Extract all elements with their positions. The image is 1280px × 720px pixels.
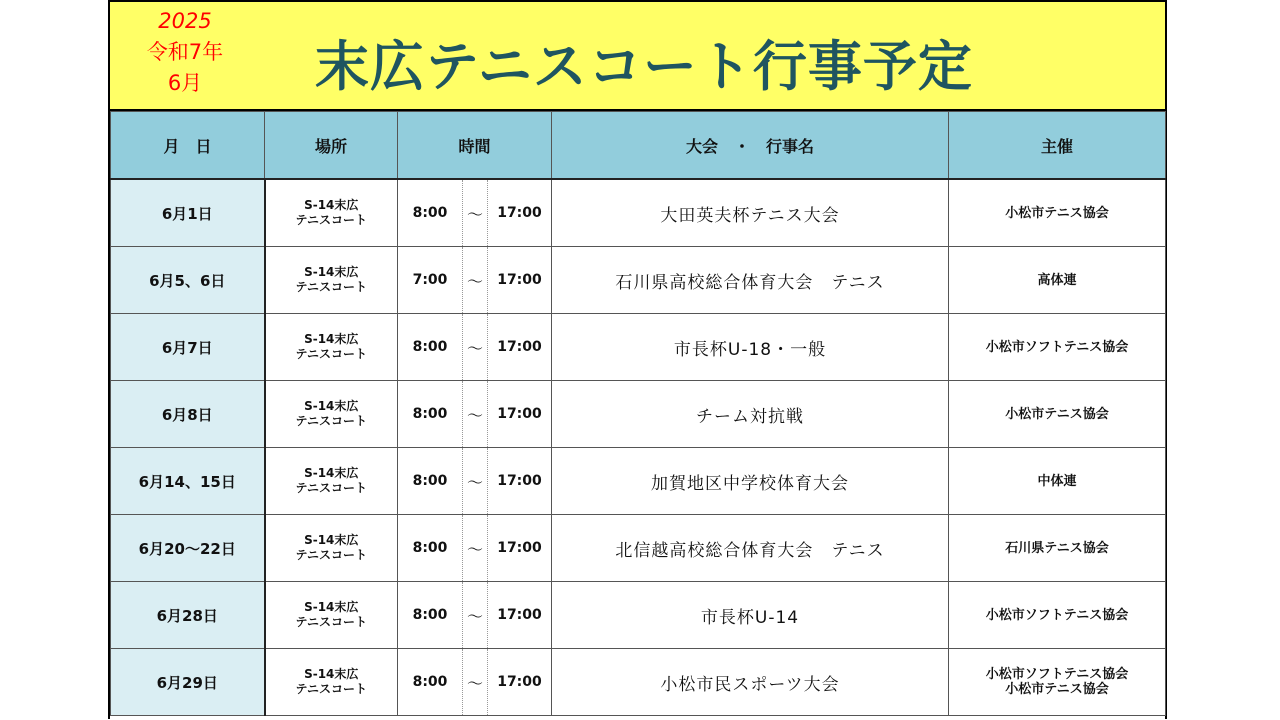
time-end: 17:00 xyxy=(497,272,542,288)
row-place xyxy=(265,649,398,716)
row-time xyxy=(398,515,552,582)
table-header-row xyxy=(111,112,1166,180)
place-line-2: テニスコート xyxy=(295,615,368,629)
organizer-line-1: 小松市ソフトテニス協会 xyxy=(985,667,1129,682)
row-time xyxy=(398,179,552,247)
organizer-line-1: 小松市テニス協会 xyxy=(1005,406,1109,422)
row-place xyxy=(265,515,398,582)
row-time xyxy=(398,247,552,314)
time-separator: ～ xyxy=(462,582,488,648)
time-start: 8:00 xyxy=(412,473,448,489)
time-end: 17:00 xyxy=(497,205,542,221)
table-row xyxy=(111,381,1166,448)
row-organizer xyxy=(949,179,1166,247)
time-start: 8:00 xyxy=(412,339,448,355)
place-line-2: テニスコート xyxy=(295,280,368,294)
time-separator: ～ xyxy=(462,180,488,246)
year-label: 2025 xyxy=(158,9,212,33)
time-end: 17:00 xyxy=(497,406,542,422)
time-start: 7:00 xyxy=(412,272,448,288)
organizer-line-1: 小松市ソフトテニス協会 xyxy=(985,339,1129,355)
table-row xyxy=(111,314,1166,381)
table-row xyxy=(111,649,1166,716)
row-event: 大田英夫杯テニス大会 xyxy=(552,179,949,247)
row-date: 6月5、6日 xyxy=(111,247,265,314)
row-organizer xyxy=(949,448,1166,515)
place-line-2: テニスコート xyxy=(295,481,368,495)
row-event: 加賀地区中学校体育大会 xyxy=(552,448,949,515)
place-line-1: S-14末広 xyxy=(304,399,359,413)
row-time xyxy=(398,649,552,716)
row-event: チーム対抗戦 xyxy=(552,381,949,448)
row-place xyxy=(265,314,398,381)
time-start: 8:00 xyxy=(412,540,448,556)
header-event: 大会 ・ 行事名 xyxy=(552,112,949,180)
header-time: 時間 xyxy=(398,112,552,180)
header-organizer: 主催 xyxy=(949,112,1166,180)
table-row xyxy=(111,515,1166,582)
place-line-1: S-14末広 xyxy=(304,265,359,279)
row-time xyxy=(398,381,552,448)
table-body xyxy=(111,179,1166,716)
row-date: 6月20～22日 xyxy=(111,515,265,582)
place-line-1: S-14末広 xyxy=(304,466,359,480)
row-date: 6月29日 xyxy=(111,649,265,716)
organizer-line-1: 中体連 xyxy=(1037,473,1077,489)
time-end: 17:00 xyxy=(497,473,542,489)
row-organizer xyxy=(949,582,1166,649)
row-organizer xyxy=(949,314,1166,381)
row-place xyxy=(265,381,398,448)
schedule-table xyxy=(110,111,1166,716)
time-start: 8:00 xyxy=(412,674,448,690)
time-start: 8:00 xyxy=(412,406,448,422)
time-separator: ～ xyxy=(462,649,488,715)
header-place: 場所 xyxy=(265,112,398,180)
organizer-line-1: 石川県テニス協会 xyxy=(1005,540,1109,556)
time-start: 8:00 xyxy=(412,205,448,221)
row-date: 6月28日 xyxy=(111,582,265,649)
time-separator: ～ xyxy=(462,381,488,447)
place-line-1: S-14末広 xyxy=(304,332,359,346)
row-date: 6月14、15日 xyxy=(111,448,265,515)
row-place xyxy=(265,179,398,247)
row-organizer xyxy=(949,649,1166,716)
place-line-1: S-14末広 xyxy=(304,600,359,614)
row-time xyxy=(398,314,552,381)
organizer-line-1: 小松市テニス協会 xyxy=(1005,205,1109,221)
place-line-1: S-14末広 xyxy=(304,198,359,212)
row-event: 小松市民スポーツ大会 xyxy=(552,649,949,716)
table-row xyxy=(111,179,1166,247)
row-organizer xyxy=(949,381,1166,448)
row-event: 石川県高校総合体育大会 テニス xyxy=(552,247,949,314)
row-date: 6月1日 xyxy=(111,179,265,247)
place-line-2: テニスコート xyxy=(295,347,368,361)
row-date: 6月7日 xyxy=(111,314,265,381)
organizer-line-1: 小松市ソフトテニス協会 xyxy=(985,607,1129,623)
time-separator: ～ xyxy=(462,448,488,514)
time-separator: ～ xyxy=(462,247,488,313)
row-place xyxy=(265,247,398,314)
title-banner xyxy=(110,0,1165,111)
place-line-1: S-14末広 xyxy=(304,533,359,547)
date-block xyxy=(120,6,250,99)
time-separator: ～ xyxy=(462,314,488,380)
row-time xyxy=(398,448,552,515)
month-label: 6月 xyxy=(167,71,203,95)
time-end: 17:00 xyxy=(497,607,542,623)
header-date: 月 日 xyxy=(111,112,265,180)
row-place xyxy=(265,582,398,649)
time-start: 8:00 xyxy=(412,607,448,623)
place-line-2: テニスコート xyxy=(295,414,368,428)
schedule-sheet xyxy=(108,0,1167,719)
place-line-2: テニスコート xyxy=(295,548,368,562)
place-line-1: S-14末広 xyxy=(304,667,359,681)
row-time xyxy=(398,582,552,649)
row-organizer xyxy=(949,247,1166,314)
place-line-2: テニスコート xyxy=(295,682,368,696)
time-end: 17:00 xyxy=(497,540,542,556)
time-end: 17:00 xyxy=(497,339,542,355)
organizer-line-1: 高体連 xyxy=(1037,272,1077,288)
row-place xyxy=(265,448,398,515)
time-separator: ～ xyxy=(462,515,488,581)
row-date: 6月8日 xyxy=(111,381,265,448)
place-line-2: テニスコート xyxy=(295,213,368,227)
row-event: 市長杯U-14 xyxy=(552,582,949,649)
table-row xyxy=(111,448,1166,515)
table-row xyxy=(111,247,1166,314)
era-label: 令和7年 xyxy=(146,40,224,64)
row-organizer xyxy=(949,515,1166,582)
row-event: 北信越高校総合体育大会 テニス xyxy=(552,515,949,582)
row-event: 市長杯U-18・一般 xyxy=(552,314,949,381)
table-row xyxy=(111,582,1166,649)
organizer-line-2: 小松市テニス協会 xyxy=(1005,682,1109,697)
time-end: 17:00 xyxy=(497,674,542,690)
page-title: 末広テニスコート行事予定 xyxy=(315,35,973,98)
